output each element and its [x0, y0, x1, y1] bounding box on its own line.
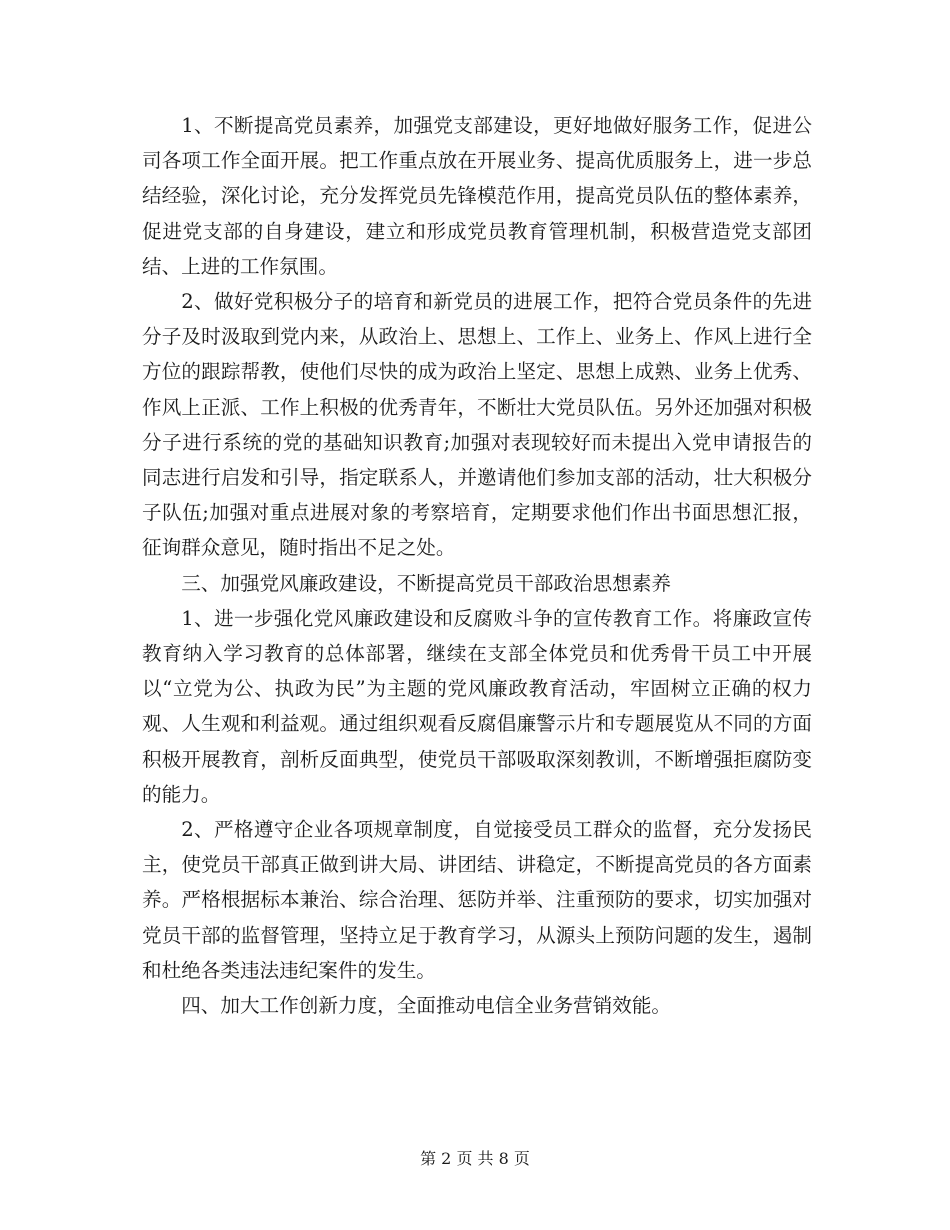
section-heading-3: 三、加强党风廉政建设，不断提高党员干部政治思想素养 — [181, 571, 672, 595]
paragraph-2: 2、做好党积极分子的培育和新党员的进展工作，把符合党员条件的先进分子及时汲取到党内来，从政治上、思想上、工作上、业务上、作风上进行全方位的跟踪帮教，使他们尽快的成为政治上坚定、思想上成熟、业务上优秀、作风上正派、工作上积极的优秀青年，不断壮大党员队伍。另外还加强对积极分子进行系统的党的基础知识教育;加强对表现较好而未提出入党申请报告的同志进行启发和引导，指定联系人，并邀请他们参加支部的活动，壮大积极分子队伍;加强对重点进展对象的考察培育，定期要求他们作出书面思想汇报，征询群众意见，随时指出不足之处。 — [142, 290, 812, 560]
section-heading-4: 四、加大工作创新力度，全面推动电信全业务营销效能。 — [181, 994, 672, 1018]
paragraph-4: 2、严格遵守企业各项规章制度，自觉接受员工群众的监督，充分发扬民主，使党员干部真正做到讲大局、讲团结、讲稳定，不断提高党员的各方面素养。严格根据标本兼治、综合治理、惩防并举、注重预防的要求，切实加强对党员干部的监督管理，坚持立足于教育学习，从源头上预防问题的发生，遏制和杜绝各类违法违纪案件的发生。 — [142, 818, 812, 982]
document-body — [142, 108, 812, 1023]
page-footer — [0, 1148, 950, 1170]
paragraph-3: 1、进一步强化党风廉政建设和反腐败斗争的宣传教育工作。将廉政宣传教育纳入学习教育的总体部署，继续在支部全体党员和优秀骨干员工中开展以“立党为公、执政为民”为主题的党风廉政教育活动，牢固树立正确的权力观、人生观和利益观。通过组织观看反腐倡廉警示片和专题展览从不同的方面积极开展教育，剖析反面典型，使党员干部吸取深刻教训，不断增强拒腐防变的能力。 — [142, 606, 812, 806]
paragraph-1: 1、不断提高党员素养，加强党支部建设，更好地做好服务工作，促进公司各项工作全面开展。把工作重点放在开展业务、提高优质服务上，进一步总结经验，深化讨论，充分发挥党员先锋模范作用，提高党员队伍的整体素养，促进党支部的自身建设，建立和形成党员教育管理机制，积极营造党支部团结、上进的工作氛围。 — [142, 114, 812, 278]
page-number: 第 2 页 共 8 页 — [420, 1149, 530, 1168]
